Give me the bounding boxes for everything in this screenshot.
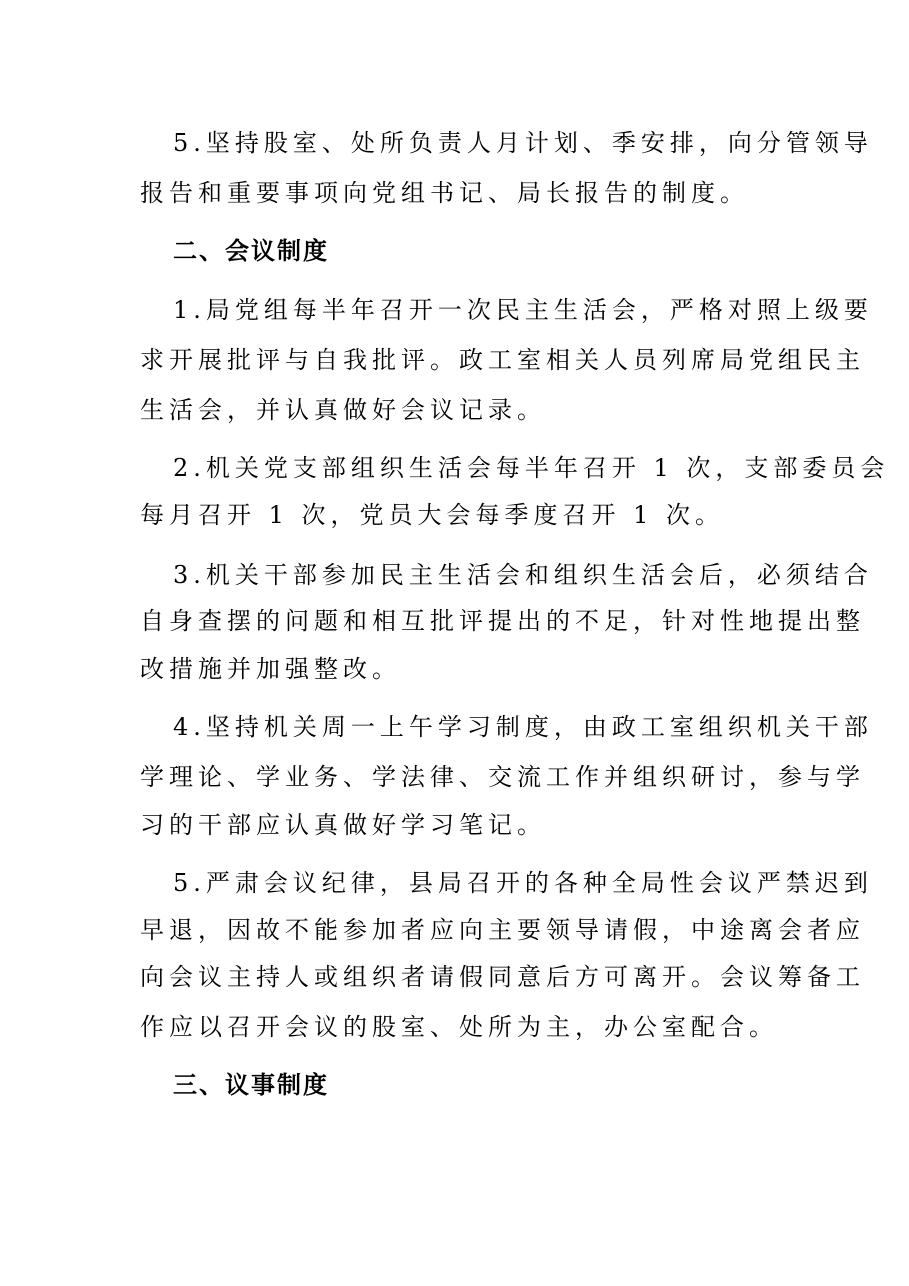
paragraph-line: 3.机关干部参加民主生活会和组织生活会后，必须结合 (173, 561, 873, 589)
paragraph-line: 报告和重要事项向党组书记、局长报告的制度。 (140, 179, 749, 207)
paragraph-line: 5.坚持股室、处所负责人月计划、季安排，向分管领导 (173, 129, 873, 157)
paragraph-line: 生活会，并认真做好会议记录。 (140, 396, 546, 424)
paragraph-line: 改措施并加强整改。 (140, 655, 401, 683)
paragraph-line: 习的干部应认真做好学习笔记。 (140, 811, 546, 839)
paragraph-line: 早退，因故不能参加者应向主要领导请假，中途离会者应 (140, 916, 865, 944)
paragraph-line: 作应以召开会议的股室、处所为主，办公室配合。 (140, 1013, 778, 1041)
section-heading: 二、会议制度 (173, 236, 329, 265)
paragraph-line: 4.坚持机关周一上午学习制度，由政工室组织机关干部 (173, 713, 873, 741)
paragraph-line: 求开展批评与自我批评。政工室相关人员列席局党组民主 (140, 346, 865, 374)
paragraph-line: 每月召开 1 次，党员大会每季度召开 1 次。 (140, 501, 725, 529)
paragraph-line: 2.机关党支部组织生活会每半年召开 1 次，支部委员会 (173, 454, 890, 482)
section-heading: 三、议事制度 (173, 1070, 329, 1099)
paragraph-line: 学理论、学业务、学法律、交流工作并组织研讨，参与学 (140, 763, 865, 791)
paragraph-line: 5.严肃会议纪律，县局召开的各种全局性会议严禁迟到 (173, 869, 873, 897)
paragraph-line: 向会议主持人或组织者请假同意后方可离开。会议筹备工 (140, 963, 865, 991)
paragraph-line: 自身查摆的问题和相互批评提出的不足，针对性地提出整 (140, 607, 865, 635)
paragraph-line: 1.局党组每半年召开一次民主生活会，严格对照上级要 (173, 296, 873, 324)
